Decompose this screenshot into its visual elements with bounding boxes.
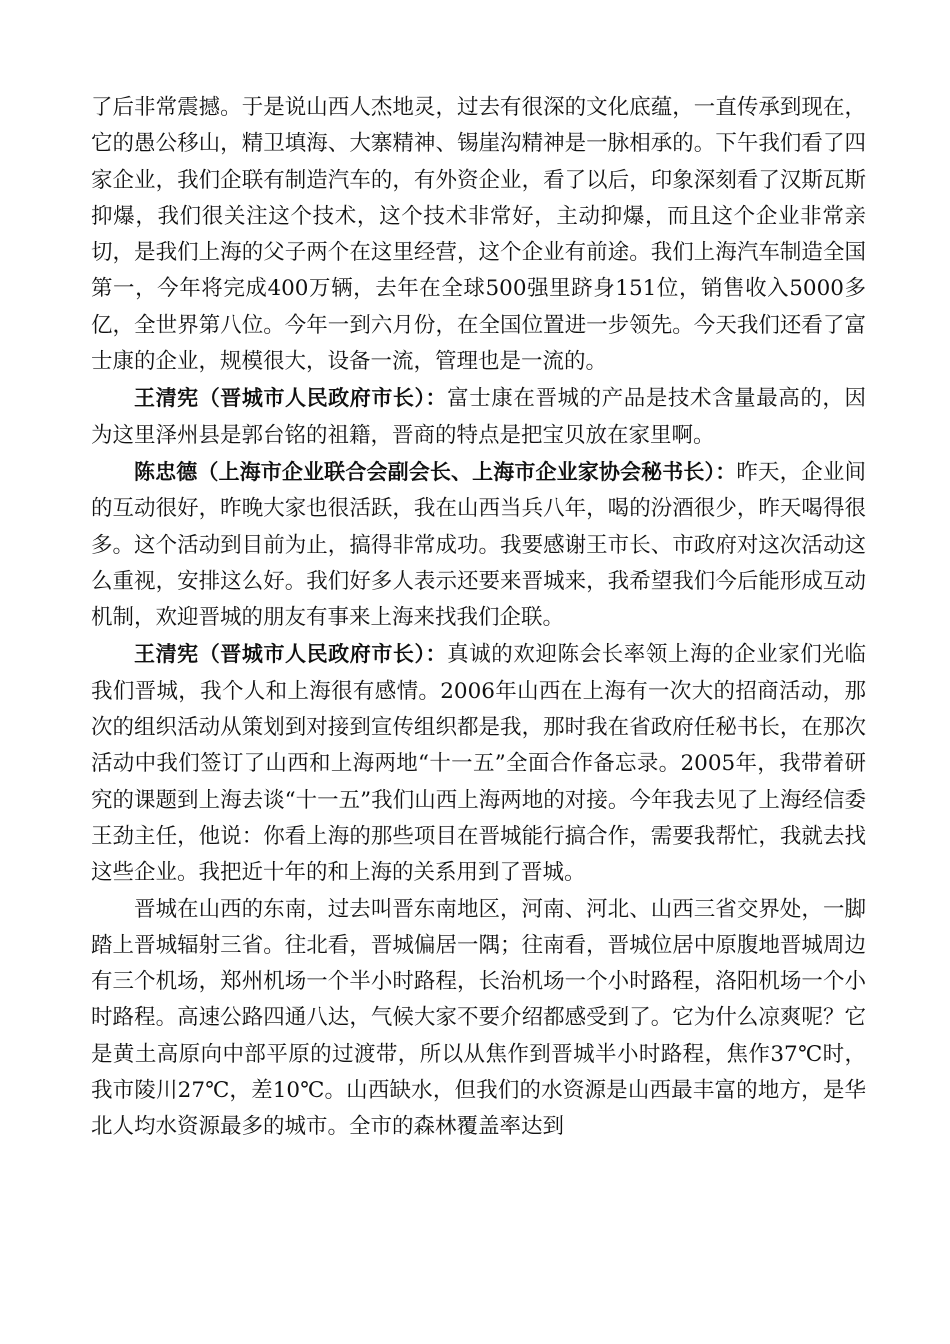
speaker-label: 王清宪（晋城市人民政府市长）：: [134, 386, 448, 411]
speaker-label: 王清宪（晋城市人民政府市长）：: [134, 642, 448, 667]
speaker-label: 陈忠德（上海市企业联合会副会长、上海市企业家协会秘书长）：: [134, 459, 737, 484]
paragraph-2: [91, 380, 866, 454]
paragraph-3: [91, 454, 866, 636]
paragraph-5: [91, 892, 866, 1146]
paragraph-1: [91, 90, 866, 380]
paragraph-4: [91, 636, 866, 891]
paragraph-3-text: 昨天，企业间的互动很好，昨晚大家也很活跃，我在山西当兵八年，喝的汾酒很少，昨天喝得很多。这个活动到目前为止，搞得非常成功。我要感谢王市长、市政府对这次活动这么重视，安排这么好。我们好多人表示还要来晋城来，我希望我们今后能形成互动机制，欢迎晋城的朋友有事来上海来找我们企联。: [91, 459, 866, 631]
paragraph-4-text: 真诚的欢迎陈会长率领上海的企业家们光临我们晋城，我个人和上海很有感情。2006年山西在上海有一次大的招商活动，那次的组织活动从策划到对接到宣传组织都是我，那时我在省政府任秘书长，在那次活动中我们签订了山西和上海两地“十一五”全面合作备忘录。2005年，我带着研究的课题到上海去谈“十一五”我们山西上海两地的对接。今年我去见了上海经信委王劲主任，他说：你看上海的那些项目在晋城能行搞合作，需要我帮忙，我就去找这些企业。我把近十年的和上海的关系用到了晋城。: [91, 642, 866, 886]
document-body: [91, 90, 866, 1146]
paragraph-2-text: 富士康在晋城的产品是技术含量最高的，因为这里泽州县是郭台铭的祖籍，晋商的特点是把宝贝放在家里啊。: [91, 386, 866, 448]
paragraph-1-text: 了后非常震撼。于是说山西人杰地灵，过去有很深的文化底蕴，一直传承到现在，它的愚公移山，精卫填海、大寨精神、锡崖沟精神是一脉相承的。下午我们看了四家企业，我们企联有制造汽车的，有外资企业，看了以后，印象深刻看了汉斯瓦斯抑爆，我们很关注这个技术，这个技术非常好，主动抑爆，而且这个企业非常亲切，是我们上海的父子两个在这里经营，这个企业有前途。我们上海汽车制造全国第一，今年将完成400万辆，去年在全球500强里跻身151位，销售收入5000多亿，全世界第八位。今年一到六月份，在全国位置进一步领先。今天我们还看了富士康的企业，规模很大，设备一流，管理也是一流的。: [91, 95, 866, 375]
paragraph-5-text: 晋城在山西的东南，过去叫晋东南地区，河南、河北、山西三省交界处，一脚踏上晋城辐射三省。往北看，晋城偏居一隅；往南看，晋城位居中原腹地晋城周边有三个机场，郑州机场一个半小时路程，长治机场一个小时路程，洛阳机场一个小时路程。高速公路四通八达，气候大家不要介绍都感受到了。它为什么凉爽呢？它是黄土高原向中部平原的过渡带，所以从焦作到晋城半小时路程，焦作37℃时，我市陵川27℃，差10℃。山西缺水，但我们的水资源是山西最丰富的地方，是华北人均水资源最多的城市。全市的森林覆盖率达到: [91, 896, 866, 1140]
